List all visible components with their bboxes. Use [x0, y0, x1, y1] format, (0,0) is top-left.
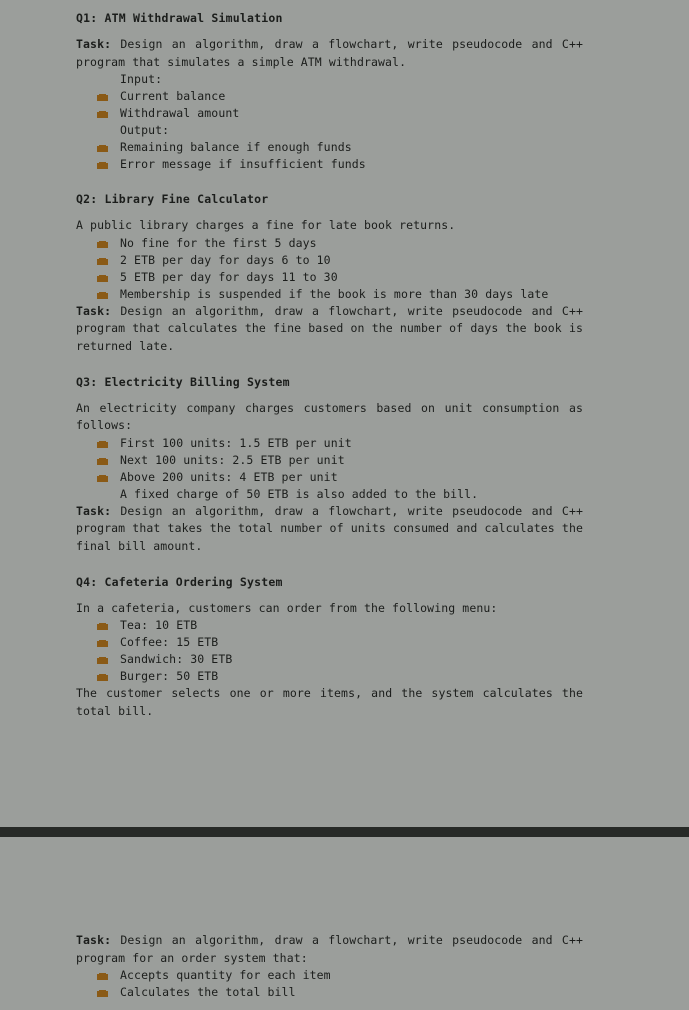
list-item-label: Tea: 10 ETB: [120, 618, 198, 633]
list-item-label: Sandwich: 30 ETB: [120, 652, 233, 667]
list-item: [76, 139, 583, 156]
section-q3-task-text: Design an algorithm, draw a flowchart, write pseudocode and C++ program that takes the total number of units consumed and calculates the final bill amount.: [76, 503, 583, 553]
list-item: [76, 634, 583, 651]
list-item: [76, 235, 583, 252]
section-q1: [76, 10, 583, 173]
list-item: [76, 156, 583, 173]
section-q2-list: [76, 235, 583, 303]
section-q1-task-label: Task:: [76, 37, 112, 51]
section-spacer: [76, 173, 583, 191]
list-item: [76, 452, 583, 469]
page-two-content: [0, 837, 689, 1001]
page-two-task-text: Design an algorithm, draw a flowchart, write pseudocode and C++ program for an order system that:: [76, 933, 583, 965]
list-item-label: Withdrawal amount: [120, 106, 240, 121]
section-q1-input-label: Input:: [120, 72, 163, 87]
section-q4-list: [76, 617, 583, 685]
section-q4: [76, 574, 583, 721]
section-q4-intro: In a cafeteria, customers can order from the following menu:: [76, 600, 498, 615]
section-q3-task-label: Task:: [76, 503, 112, 518]
list-item: [76, 269, 583, 286]
list-item: [76, 668, 583, 685]
text-column-page-two: [76, 932, 583, 1001]
section-spacer: [76, 556, 583, 574]
list-item-label: 2 ETB per day for days 6 to 10: [120, 252, 331, 267]
list-item-label: Membership is suspended if the book is more than 30 days late: [120, 286, 549, 301]
list-item: [76, 651, 583, 668]
section-q3-task-paragraph: [76, 503, 583, 556]
page-break-divider: [0, 827, 689, 837]
list-item: [76, 435, 583, 452]
list-item-label: Remaining balance if enough funds: [120, 140, 352, 155]
section-q2: [76, 191, 583, 355]
page-two-task-paragraph: [76, 932, 583, 967]
section-q1-list: [76, 71, 583, 173]
section-q2-task-text: Design an algorithm, draw a flowchart, write pseudocode and C++ program that calculates the fine based on the number of days the book is returned late.: [76, 303, 583, 353]
list-item-label: Coffee: 15 ETB: [120, 635, 219, 650]
list-item: [76, 252, 583, 269]
list-item: [76, 105, 583, 122]
list-item-label: Error message if insufficient funds: [120, 157, 366, 172]
list-item-label: Burger: 50 ETB: [120, 669, 219, 684]
page-two-list: [76, 967, 583, 1001]
section-q1-heading: Q1: ATM Withdrawal Simulation: [76, 11, 283, 25]
section-q2-task-label: Task:: [76, 303, 112, 318]
section-spacer: [76, 356, 583, 374]
section-q3-list: [76, 435, 583, 503]
list-item-label: Accepts quantity for each item: [120, 968, 331, 983]
list-item: [76, 984, 583, 1001]
section-q1-output-label: Output:: [120, 123, 170, 138]
list-item-label: Current balance: [120, 89, 226, 104]
list-item-label: 5 ETB per day for days 11 to 30: [120, 269, 338, 284]
list-item: [76, 617, 583, 634]
list-item-label: First 100 units: 1.5 ETB per unit: [120, 435, 352, 450]
list-item: [76, 286, 583, 303]
list-item-label: Next 100 units: 2.5 ETB per unit: [120, 452, 345, 467]
section-q2-heading: Q2: Library Fine Calculator: [76, 192, 269, 207]
list-item-label: Calculates the total bill: [120, 985, 296, 1000]
list-item: [76, 88, 583, 105]
list-item: [76, 967, 583, 984]
section-q1-task-text: Design an algorithm, draw a flowchart, write pseudocode and C++ program that simulates a simple ATM withdrawal.: [76, 37, 583, 69]
section-q1-task-paragraph: [76, 36, 583, 71]
section-q3-note: A fixed charge of 50 ETB is also added to the bill.: [120, 486, 479, 501]
section-q4-heading: Q4: Cafeteria Ordering System: [76, 574, 283, 589]
section-q3-heading: Q3: Electricity Billing System: [76, 374, 290, 389]
section-q3-intro: An electricity company charges customers based on unit consumption as follows:: [76, 400, 583, 433]
section-q2-task-paragraph: [76, 303, 583, 356]
list-item-label: No fine for the first 5 days: [120, 235, 317, 250]
list-item-label: Above 200 units: 4 ETB per unit: [120, 469, 338, 484]
list-item: [76, 469, 583, 486]
section-q2-intro: A public library charges a fine for late book returns.: [76, 218, 456, 233]
text-column: [76, 10, 583, 720]
section-q3: [76, 374, 583, 556]
section-q4-closing: The customer selects one or more items, and the system calculates the total bill.: [76, 686, 583, 718]
page-two-task-label: Task:: [76, 933, 112, 947]
